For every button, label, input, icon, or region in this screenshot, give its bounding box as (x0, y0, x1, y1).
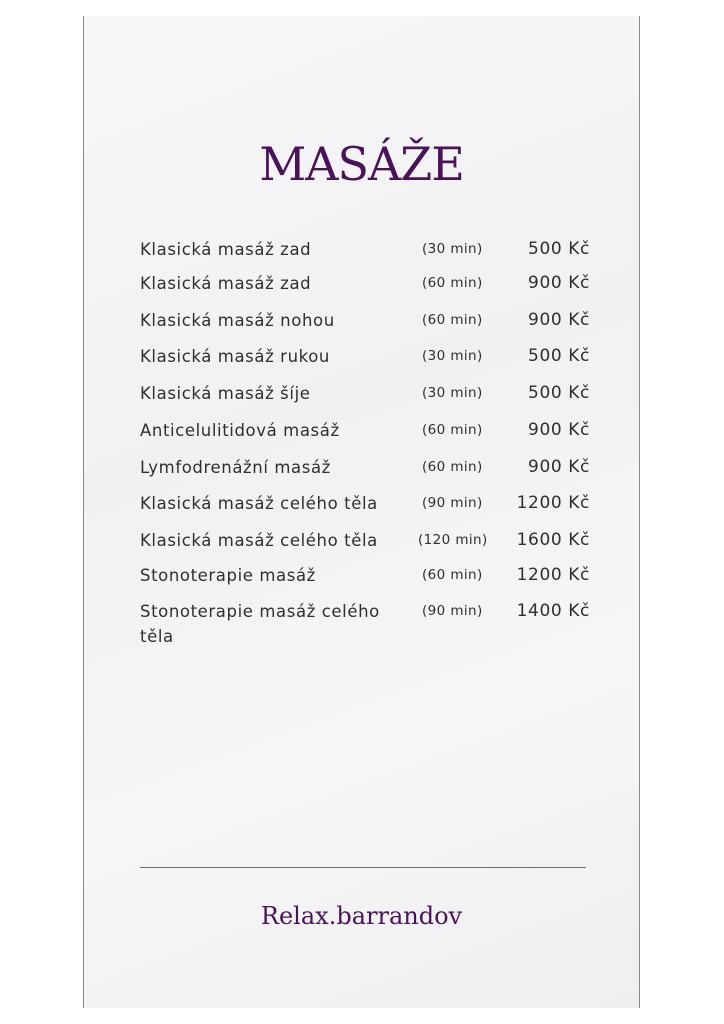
brand-name: Relax.barrandov (260, 902, 463, 930)
service-duration: (60 min) (422, 459, 483, 475)
service-price: 500 Kč (528, 239, 590, 259)
service-duration: (30 min) (422, 385, 483, 401)
service-duration: (90 min) (422, 495, 483, 511)
service-name: Klasická masáž zad (140, 274, 312, 293)
service-duration: (90 min) (422, 603, 483, 619)
service-name: Klasická masáž šíje (140, 384, 311, 403)
service-duration: (60 min) (422, 312, 483, 328)
divider (140, 867, 586, 868)
service-price: 1600 Kč (516, 530, 590, 550)
service-price: 900 Kč (528, 273, 590, 293)
service-name: Stonoterapie masáž (140, 566, 316, 585)
service-duration: (60 min) (422, 567, 483, 583)
page-title: MASÁŽE (259, 137, 464, 191)
service-price: 1200 Kč (516, 493, 590, 513)
service-price: 500 Kč (528, 383, 590, 403)
service-name: Stonoterapie masáž celého těla (140, 602, 380, 646)
service-name: Klasická masáž rukou (140, 347, 330, 366)
service-duration: (60 min) (422, 422, 483, 438)
service-name: Klasická masáž celého těla (140, 494, 378, 513)
service-price: 1200 Kč (516, 565, 590, 585)
service-duration: (60 min) (422, 275, 483, 291)
service-name: Klasická masáž celého těla (140, 531, 378, 550)
service-duration: (120 min) (418, 532, 488, 548)
service-price: 500 Kč (528, 346, 590, 366)
service-name: Klasická masáž nohou (140, 311, 335, 330)
service-name: Lymfodrenážní masáž (140, 458, 331, 477)
service-price: 1400 Kč (516, 601, 590, 621)
service-price: 900 Kč (528, 457, 590, 477)
price-list-page (83, 16, 640, 1008)
service-price: 900 Kč (528, 310, 590, 330)
service-name: Klasická masáž zad (140, 240, 312, 259)
service-price: 900 Kč (528, 420, 590, 440)
service-duration: (30 min) (422, 241, 483, 257)
service-duration: (30 min) (422, 348, 483, 364)
service-name: Anticelulitidová masáž (140, 421, 340, 440)
